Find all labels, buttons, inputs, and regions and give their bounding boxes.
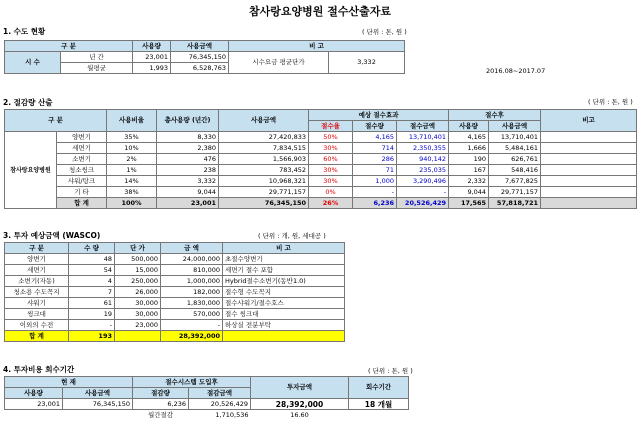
header-note: 비 고 <box>229 41 405 52</box>
table-row: 월평균 1,993 6,528,763 <box>5 63 405 74</box>
monthly-row: 월간절감 1,710,536 16.60 <box>147 410 309 419</box>
header-usage: 사용량 <box>133 41 171 52</box>
table-row: 샤워/탕크 14% 3,332 10,968,321 30% 1,000 3,290,496 2,332 7,677,825 <box>5 176 637 187</box>
section-1-unit: ( 단위 : 톤, 원 ) <box>362 28 407 36</box>
payback-table: 현 재 절수시스템 도입후 투자금액 회수기간 사용량 사용금액 절감량 절감금액 23,001 76,345,150 6,236 20,526,429 28,392,000 18 개월 월간절감 1,710,536 16.60 <box>4 376 409 420</box>
total-row: 합 계 193 28,392,000 <box>5 331 345 342</box>
section-2-unit: ( 단위 : 톤, 원 ) <box>588 98 633 106</box>
table-row: 세면기 10% 2,380 7,834,515 30% 714 2,350,355 1,666 5,484,161 <box>5 143 637 154</box>
table-row: 청소용 수도꼭지 7 26,000 182,000 절수형 수도꼭지 <box>5 287 345 298</box>
table-row: 23,001 76,345,150 6,236 20,526,429 28,392,000 18 개월 <box>5 399 409 410</box>
water-status-table <box>4 40 405 74</box>
section-3-heading: 3. 투자 예상금액 (WASCO) <box>3 231 101 240</box>
investment-table: 구 분 수 량 단 가 금 액 비 고 양변기 48 500,000 24,000,000 초절수양변기 세면기 54 15,000 810,000 세면기 절수 포함 소변기(자동) 4 250,000 1,000,000 Hybrid절수소변기(동반1.0) 청소용 수도꼭지 7 26,000 182,000 절수형 수도꼭지 샤워기 61 30,000 1,830,000 절수샤워기/절수호스 씽크대 19 30,000 570,000 절수 씽크대 이외의 수전 - 23,000 - 하상실 전분부탁 합 계 193 28,392,000 <box>4 242 345 342</box>
table-row: 참사랑요양병원 양변기 35% 8,330 27,420,833 50% 4,165 13,710,401 4,165 13,710,401 <box>5 132 637 143</box>
table-row: 소변기 2% 476 1,566,903 60% 286 940,142 190 626,761 <box>5 154 637 165</box>
section-3-unit: ( 단위 : 개, 원, 세대공 ) <box>258 232 326 240</box>
total-row: 합 계 100% 23,001 76,345,150 26% 6,236 20,526,429 17,565 57,818,721 <box>5 198 637 209</box>
table-row: 청소씽크 1% 238 783,452 30% 71 235,035 167 548,416 <box>5 165 637 176</box>
table-row: 기 타 38% 9,044 29,771,157 0% - - 9,044 29,771,157 <box>5 187 637 198</box>
section-4-heading: 4. 투자비용 회수기간 <box>3 365 75 374</box>
row-label: 시 수 <box>5 52 61 74</box>
table-row: 씽크대 19 30,000 570,000 절수 씽크대 <box>5 309 345 320</box>
header-amount: 사용금액 <box>171 41 229 52</box>
table-row: 양변기 48 500,000 24,000,000 초절수양변기 <box>5 254 345 265</box>
table-row: 시 수 년 간 23,001 76,345,150 시수요금 평균단가 3,332 <box>5 52 405 63</box>
table-row: 샤워기 61 30,000 1,830,000 절수샤워기/절수호스 <box>5 298 345 309</box>
table-row: 소변기(자동) 4 250,000 1,000,000 Hybrid절수소변기(동반1.0) <box>5 276 345 287</box>
section-4-unit: ( 단위 : 톤, 원 ) <box>368 367 413 375</box>
header-category: 구 분 <box>5 41 133 52</box>
table-row: 이외의 수전 - 23,000 - 하상실 전분부탁 <box>5 320 345 331</box>
section-2-heading: 2. 절감량 산출 <box>3 98 53 107</box>
period-text: 2016.08~2017.07 <box>486 67 546 75</box>
savings-table: 구 분 사용비율 총사용량 (년간) 사용금액 예상 절수효과 절수후 비고 절수율 절수량 절수금액 사용량 사용금액 참사랑요양병원 양변기 35% 8,330 27,420,833 50% 4,165 13,710,401 4,165 13,710,401 세면기 10% 2,380 7,834,515 30% 714 2,350,355 1,666 5,484,161 소변기 2% 476 1,566,903 60% 286 940,142 190 626,761 청소씽크 1% 238 783,452 30% 71 235,035 167 548,416 샤워/탕크 14% 3,332 10,968,321 30% 1,000 3,290,496 2,332 7,677,825 기 타 38% 9,044 29,771,157 0% - - 9,044 29,771,157 합 계 100% 23,001 76,345,150 26% 6,236 20,526,429 17,565 57,818,721 <box>4 109 637 209</box>
section-1-heading: 1. 수도 현황 <box>3 27 46 36</box>
page-title: 참사랑요양병원 절수산출자료 <box>249 5 391 18</box>
table-row: 세면기 54 15,000 810,000 세면기 절수 포함 <box>5 265 345 276</box>
group-label: 참사랑요양병원 <box>5 132 57 209</box>
